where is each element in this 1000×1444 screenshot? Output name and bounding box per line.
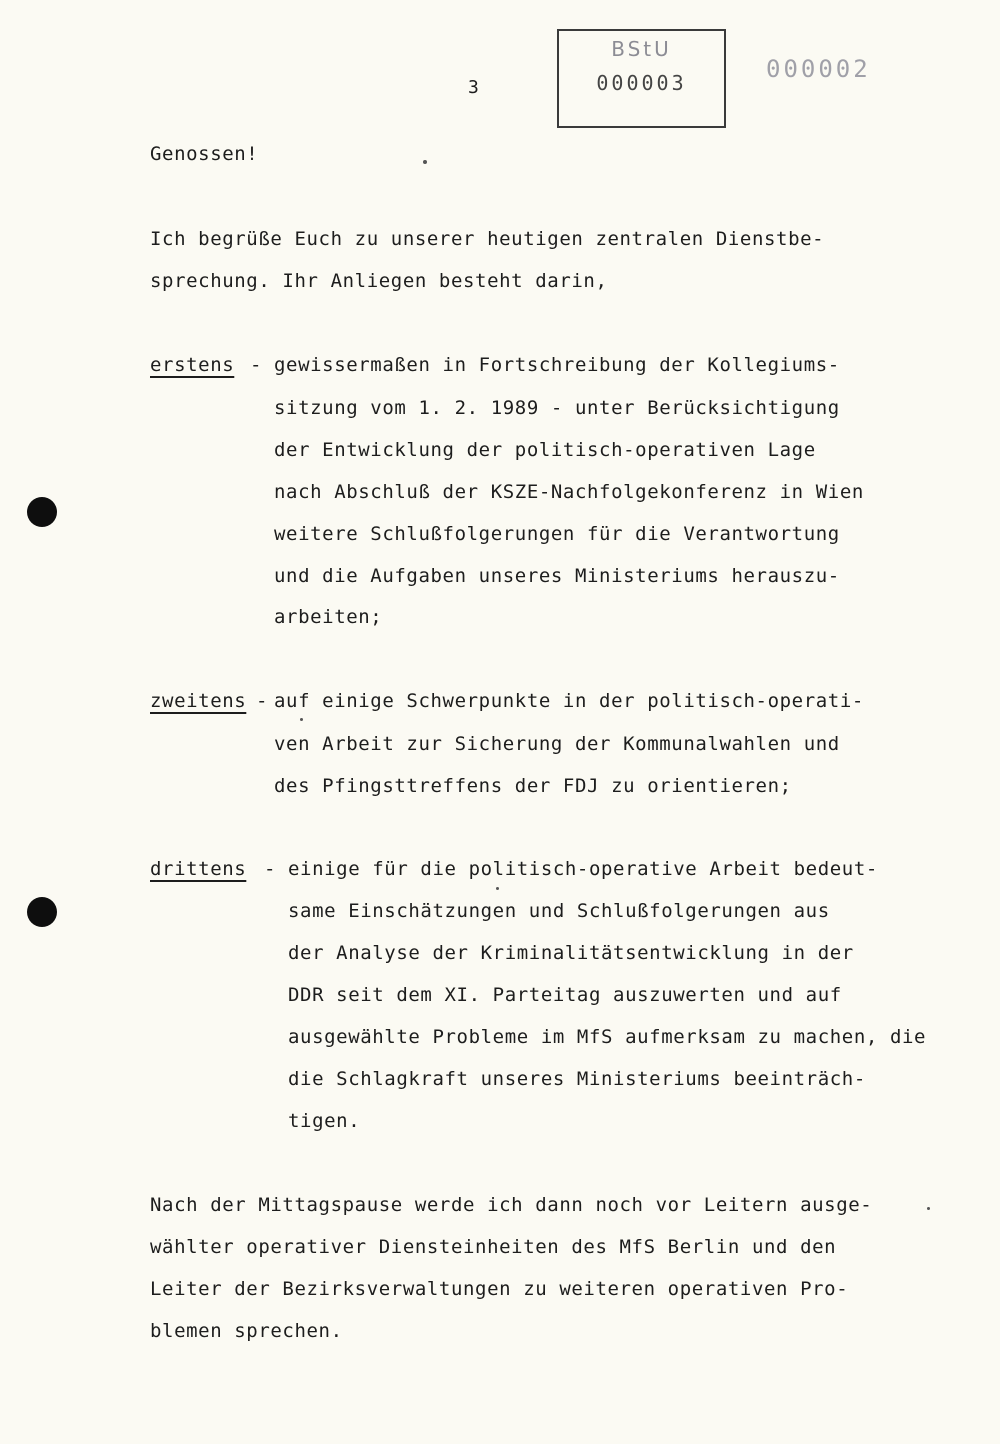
closing-line: Leiter der Bezirksverwaltungen zu weiteren operativen Pro-: [150, 1278, 849, 1300]
item-label-zweitens: zweitens: [150, 690, 247, 712]
punch-hole: [27, 897, 57, 927]
ink-speck: [927, 1207, 930, 1210]
item-dash: -: [256, 690, 269, 712]
item-line: einige für die politisch-operative Arbeit bedeut-: [288, 858, 878, 880]
item-line: gewissermaßen in Fortschreibung der Kollegiums-: [274, 354, 840, 376]
item-line: und die Aufgaben unseres Ministeriums herauszu-: [274, 565, 840, 587]
archive-stamp: [557, 29, 726, 128]
punch-hole: [27, 497, 57, 527]
page-number: 3: [468, 77, 480, 98]
item-line: des Pfingsttreffens der FDJ zu orientieren;: [274, 775, 792, 797]
item-dash: -: [264, 858, 277, 880]
item-line: same Einschätzungen und Schlußfolgerungen aus: [288, 900, 830, 922]
item-line: tigen.: [288, 1110, 361, 1132]
item-line: DDR seit dem XI. Parteitag auszuwerten und auf: [288, 984, 842, 1006]
item-line: auf einige Schwerpunkte in der politisch-operati-: [274, 690, 864, 712]
item-dash: -: [250, 354, 263, 376]
stamp-number: 000003: [596, 71, 687, 95]
item-line: der Analyse der Kriminalitätsentwicklung in der: [288, 942, 854, 964]
item-line: die Schlagkraft unseres Ministeriums beeinträch-: [288, 1068, 866, 1090]
item-line: nach Abschluß der KSZE-Nachfolgekonferenz in Wien: [274, 481, 864, 503]
closing-line: Nach der Mittagspause werde ich dann noch vor Leitern ausge-: [150, 1194, 873, 1216]
stamp-title: BStU: [611, 37, 672, 61]
item-line: weitere Schlußfolgerungen für die Verantwortung: [274, 523, 840, 545]
salutation: Genossen!: [150, 143, 259, 165]
item-line: ven Arbeit zur Sicherung der Kommunalwahlen und: [274, 733, 840, 755]
item-label-erstens: erstens: [150, 354, 235, 376]
item-line: der Entwicklung der politisch-operativen Lage: [274, 439, 816, 461]
intro-line: Ich begrüße Euch zu unserer heutigen zentralen Dienstbe-: [150, 228, 825, 250]
closing-line: wählter operativer Diensteinheiten des MfS Berlin und den: [150, 1236, 837, 1258]
closing-line: blemen sprechen.: [150, 1320, 343, 1342]
ink-speck: [423, 160, 427, 164]
ink-speck: [496, 887, 499, 890]
item-line: ausgewählte Probleme im MfS aufmerksam zu machen, die: [288, 1026, 927, 1048]
item-line: sitzung vom 1. 2. 1989 - unter Berücksichtigung: [274, 397, 840, 419]
page-counter-stamp: 000002: [766, 55, 871, 83]
intro-line: sprechung. Ihr Anliegen besteht darin,: [150, 270, 608, 292]
ink-speck: [300, 718, 303, 721]
item-line: arbeiten;: [274, 606, 383, 628]
item-label-drittens: drittens: [150, 858, 247, 880]
